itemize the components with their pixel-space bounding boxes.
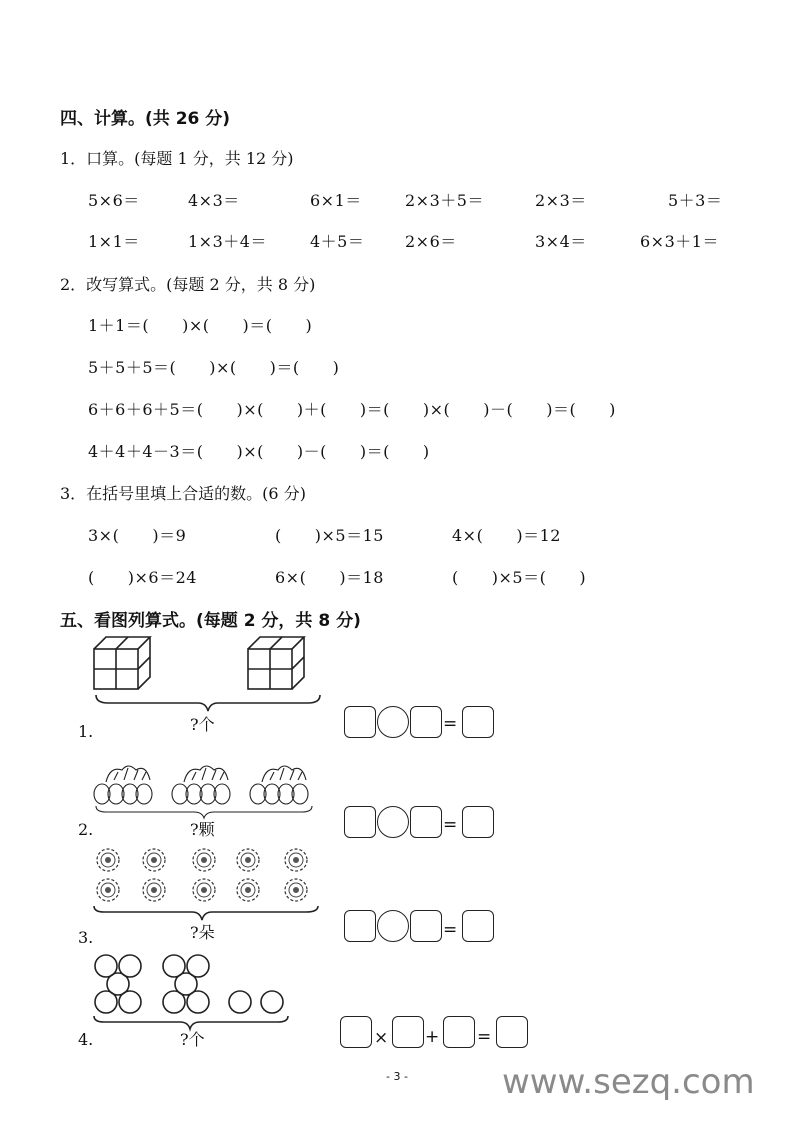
brace	[94, 906, 318, 920]
q1-r1-c4: 2×3＋5＝	[405, 191, 484, 210]
cube-stack-left	[94, 637, 150, 689]
item-4-answer-box-2[interactable]	[392, 1016, 424, 1048]
item-4-result-box[interactable]	[496, 1016, 528, 1048]
q1-r1-c1: 5×6＝	[88, 191, 140, 210]
strawberry-picture	[88, 760, 328, 820]
q1-r1-c6: 5＋3＝	[668, 191, 723, 210]
item-2-result-box[interactable]	[462, 806, 494, 838]
q3-r1-c3: 4×( )＝12	[452, 526, 561, 545]
item-1-operator-circle[interactable]	[377, 706, 409, 738]
q3-r1-c2: ( )×5＝15	[275, 526, 384, 545]
flower-picture	[88, 846, 328, 922]
strawberry-group	[94, 766, 152, 804]
item-1-label: ?个	[190, 715, 215, 734]
item-2-label: ?颗	[190, 820, 215, 839]
brace	[96, 695, 320, 711]
section-5-title: 五、看图列算式。(每题 2 分，共 8 分)	[60, 611, 361, 631]
item-4-answer-box-1[interactable]	[340, 1016, 372, 1048]
item-4-number: 4.	[78, 1030, 94, 1049]
item-3-equals: =	[443, 920, 458, 940]
q1-r2-c2: 1×3＋4＝	[188, 232, 267, 251]
q1-r2-c1: 1×1＝	[88, 232, 140, 251]
item-4-answer-box-3[interactable]	[443, 1016, 475, 1048]
item-1-number: 1.	[78, 722, 94, 741]
q3-r2-c1: ( )×6＝24	[88, 568, 197, 587]
watermark: www.sezq.com	[502, 1062, 755, 1102]
item-3-answer-box-1[interactable]	[344, 910, 376, 942]
q1-r1-c5: 2×3＝	[535, 191, 587, 210]
item-4-label: ?个	[180, 1030, 205, 1049]
circle-group-2	[163, 955, 209, 1013]
q3-r2-c2: 6×( )＝18	[275, 568, 384, 587]
item-2-answer-box-2[interactable]	[410, 806, 442, 838]
item-1-answer-box-1[interactable]	[344, 706, 376, 738]
item-3-answer-box-2[interactable]	[410, 910, 442, 942]
q1-r1-c3: 6×1＝	[310, 191, 362, 210]
item-1-result-box[interactable]	[462, 706, 494, 738]
item-2-answer-box-1[interactable]	[344, 806, 376, 838]
q2-line-2: 5＋5＋5＝( )×( )＝( )	[88, 358, 340, 377]
item-4-plus: +	[425, 1027, 440, 1047]
item-4-times: ×	[374, 1028, 389, 1048]
item-1-answer-box-2[interactable]	[410, 706, 442, 738]
cube-stack-picture	[88, 633, 338, 713]
circle-group-1	[95, 955, 141, 1013]
item-2-equals: =	[443, 815, 458, 835]
q3-title: 3．在括号里填上合适的数。(6 分)	[60, 484, 306, 503]
q1-r2-c4: 2×6＝	[405, 232, 457, 251]
q1-r2-c5: 3×4＝	[535, 232, 587, 251]
flower-row-1	[97, 849, 307, 871]
q1-r2-c3: 4＋5＝	[310, 232, 365, 251]
circle-group-3	[229, 991, 283, 1013]
flower-row-2	[97, 879, 307, 901]
q1-r2-c6: 6×3＋1＝	[640, 232, 719, 251]
cube-stack-right	[248, 637, 304, 689]
item-3-result-box[interactable]	[462, 910, 494, 942]
q2-line-4: 4＋4＋4－3＝( )×( )－( )＝( )	[88, 442, 430, 461]
q1-title: 1．口算。(每题 1 分，共 12 分)	[60, 149, 294, 168]
q3-r2-c3: ( )×5＝( )	[452, 568, 587, 587]
q2-line-1: 1＋1＝( )×( )＝( )	[88, 316, 313, 335]
item-2-number: 2.	[78, 820, 94, 839]
q1-r1-c2: 4×3＝	[188, 191, 240, 210]
circle-picture	[88, 952, 308, 1032]
q3-r1-c1: 3×( )＝9	[88, 526, 187, 545]
q2-line-3: 6＋6＋6＋5＝( )×( )＋( )＝( )×( )－( )＝( )	[88, 400, 616, 419]
item-1-equals: =	[443, 714, 458, 734]
item-4-equals: =	[477, 1027, 492, 1047]
item-3-number: 3.	[78, 928, 94, 947]
page-number: - 3 -	[386, 1070, 408, 1083]
item-3-operator-circle[interactable]	[377, 910, 409, 942]
section-4-title: 四、计算。(共 26 分)	[60, 109, 231, 129]
item-2-operator-circle[interactable]	[377, 806, 409, 838]
q2-title: 2．改写算式。(每题 2 分，共 8 分)	[60, 275, 316, 294]
item-3-label: ?朵	[190, 923, 215, 942]
